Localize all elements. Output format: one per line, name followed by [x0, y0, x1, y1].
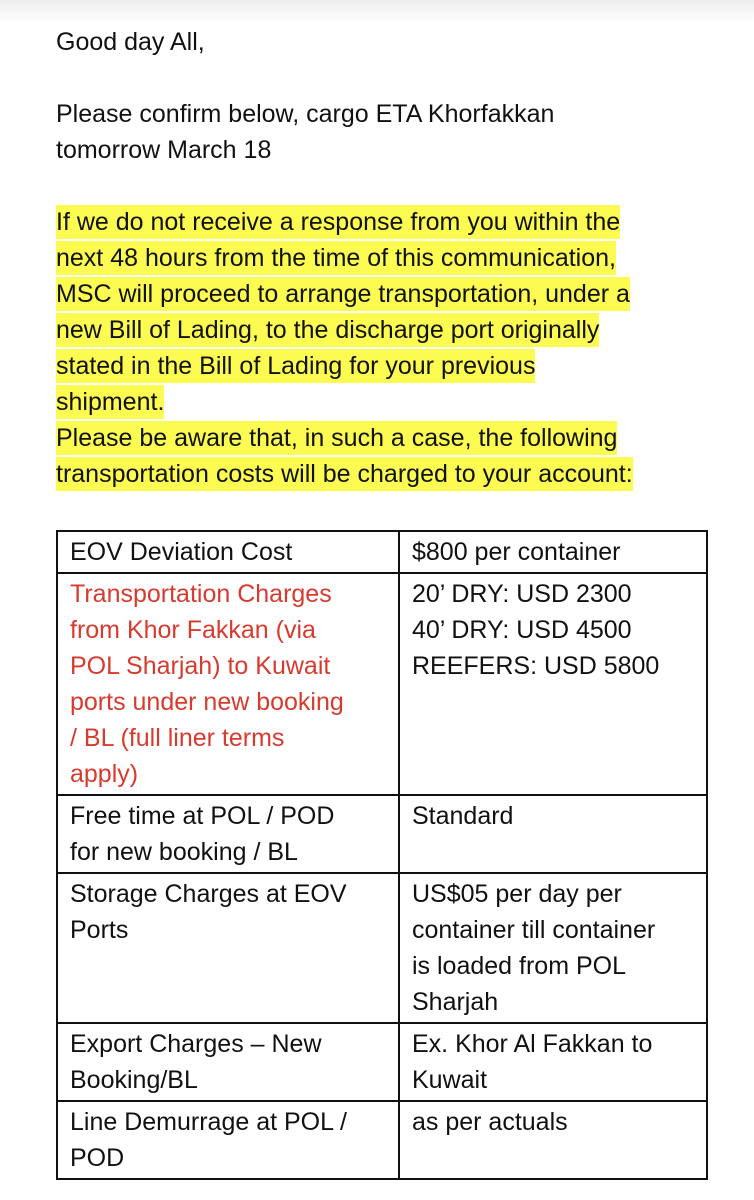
charge-value: Ex. Khor Al Fakkan to Kuwait: [399, 1023, 707, 1101]
table-row: [57, 1101, 707, 1179]
table-row: [57, 795, 707, 873]
highlighted-line: new Bill of Lading, to the discharge port originally: [56, 313, 599, 347]
greeting: Good day All,: [56, 28, 205, 56]
charge-value: Standard: [399, 795, 707, 873]
charge-label: Storage Charges at EOV Ports: [57, 873, 399, 1023]
charges-table: [56, 530, 708, 1180]
highlighted-line: Please be aware that, in such a case, the following: [56, 421, 617, 455]
top-bar: [0, 0, 754, 24]
charge-value: 20’ DRY: USD 2300 40’ DRY: USD 4500 REEFERS: USD 5800: [399, 573, 707, 795]
confirm-paragraph: [56, 96, 716, 168]
spacer: [56, 168, 716, 204]
table-row: [57, 873, 707, 1023]
charge-label: Transportation Charges from Khor Fakkan (via POL Sharjah) to Kuwait ports under new booking / BL (full liner terms apply): [57, 573, 399, 795]
charge-value: US$05 per day per container till container is loaded from POL Sharjah: [399, 873, 707, 1023]
confirm-line: tomorrow March 18: [56, 136, 272, 164]
highlighted-line: transportation costs will be charged to your account:: [56, 457, 633, 491]
email-body: [56, 24, 716, 492]
charge-label: Export Charges – New Booking/BL: [57, 1023, 399, 1101]
table-row: [57, 1023, 707, 1101]
charge-value: $800 per container: [399, 531, 707, 573]
spacer: [56, 60, 716, 96]
table-row: [57, 531, 707, 573]
highlighted-line: stated in the Bill of Lading for your previous: [56, 349, 535, 383]
table-row: [57, 573, 707, 795]
highlighted-line: If we do not receive a response from you within the: [56, 205, 620, 239]
highlighted-line: MSC will proceed to arrange transportation, under a: [56, 277, 630, 311]
highlighted-line: shipment.: [56, 385, 164, 419]
warning-paragraph: [56, 204, 716, 492]
charge-label: EOV Deviation Cost: [57, 531, 399, 573]
confirm-line: Please confirm below, cargo ETA Khorfakkan: [56, 100, 555, 128]
charge-label: Line Demurrage at POL / POD: [57, 1101, 399, 1179]
highlighted-line: next 48 hours from the time of this communication,: [56, 241, 616, 275]
charge-value: as per actuals: [399, 1101, 707, 1179]
charge-label: Free time at POL / POD for new booking / BL: [57, 795, 399, 873]
